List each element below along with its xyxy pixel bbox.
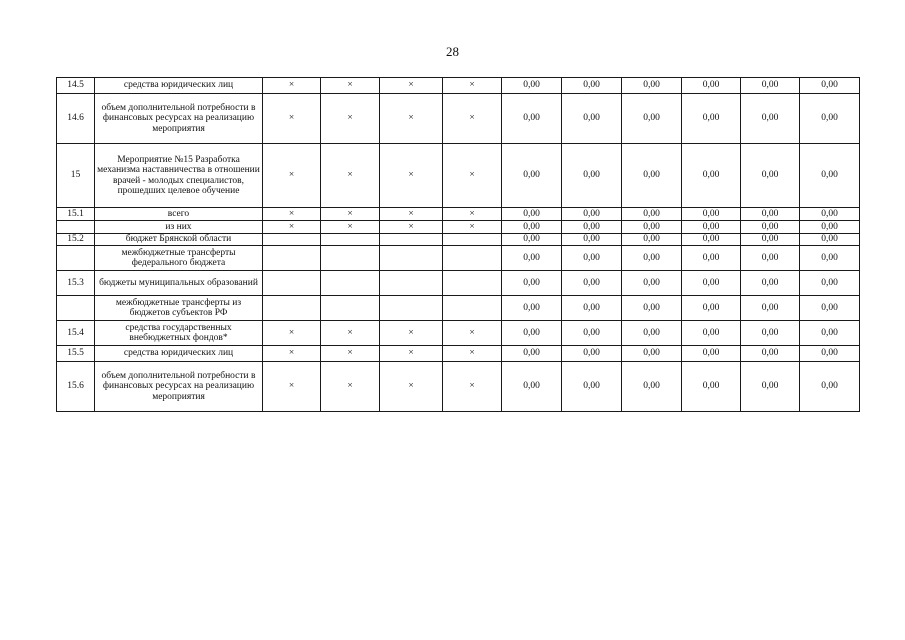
row-number-cell: 15.4 [57, 321, 95, 346]
value-cell: 0,00 [502, 94, 562, 144]
value-cell: 0,00 [562, 144, 622, 208]
value-cell: 0,00 [741, 234, 800, 246]
value-cell: 0,00 [800, 221, 860, 234]
row-number-cell: 14.5 [57, 78, 95, 94]
value-cell: 0,00 [741, 78, 800, 94]
mark-cell: × [263, 321, 321, 346]
value-cell: 0,00 [502, 271, 562, 296]
value-cell: 0,00 [682, 296, 741, 321]
table-body [57, 78, 860, 412]
value-cell: 0,00 [682, 362, 741, 412]
value-cell: 0,00 [502, 246, 562, 271]
value-cell: 0,00 [562, 296, 622, 321]
value-cell: 0,00 [741, 271, 800, 296]
mark-cell: × [263, 221, 321, 234]
row-number-cell [57, 221, 95, 234]
value-cell: 0,00 [800, 362, 860, 412]
row-number-cell [57, 296, 95, 321]
value-cell: 0,00 [622, 362, 682, 412]
value-cell: 0,00 [562, 271, 622, 296]
row-name-cell: объем дополнительной потребности в финансовых ресурсах на реализацию мероприятия [95, 94, 263, 144]
mark-cell: × [321, 362, 380, 412]
value-cell: 0,00 [622, 234, 682, 246]
mark-cell [443, 296, 502, 321]
mark-cell: × [263, 346, 321, 362]
value-cell: 0,00 [800, 78, 860, 94]
table-row [57, 221, 860, 234]
table-row [57, 296, 860, 321]
value-cell: 0,00 [502, 362, 562, 412]
mark-cell: × [263, 78, 321, 94]
value-cell: 0,00 [562, 362, 622, 412]
mark-cell [321, 296, 380, 321]
value-cell: 0,00 [800, 234, 860, 246]
value-cell: 0,00 [682, 208, 741, 221]
mark-cell: × [321, 78, 380, 94]
value-cell: 0,00 [562, 94, 622, 144]
table-row [57, 346, 860, 362]
row-number-cell: 15.5 [57, 346, 95, 362]
value-cell: 0,00 [562, 321, 622, 346]
value-cell: 0,00 [741, 221, 800, 234]
value-cell: 0,00 [502, 78, 562, 94]
row-name-cell: объем дополнительной потребности в финансовых ресурсах на реализацию мероприятия [95, 362, 263, 412]
mark-cell: × [321, 94, 380, 144]
row-number-cell: 15.2 [57, 234, 95, 246]
value-cell: 0,00 [800, 144, 860, 208]
value-cell: 0,00 [562, 346, 622, 362]
mark-cell [263, 234, 321, 246]
value-cell: 0,00 [800, 296, 860, 321]
mark-cell: × [380, 78, 443, 94]
budget-table [56, 77, 860, 412]
value-cell: 0,00 [800, 94, 860, 144]
value-cell: 0,00 [682, 321, 741, 346]
mark-cell [321, 246, 380, 271]
value-cell: 0,00 [800, 246, 860, 271]
row-number-cell: 15.1 [57, 208, 95, 221]
value-cell: 0,00 [741, 346, 800, 362]
mark-cell: × [321, 346, 380, 362]
mark-cell: × [443, 208, 502, 221]
page-number: 28 [446, 44, 459, 59]
value-cell: 0,00 [502, 346, 562, 362]
value-cell: 0,00 [502, 234, 562, 246]
value-cell: 0,00 [502, 296, 562, 321]
mark-cell: × [443, 221, 502, 234]
mark-cell: × [380, 346, 443, 362]
mark-cell [443, 234, 502, 246]
value-cell: 0,00 [741, 94, 800, 144]
value-cell: 0,00 [502, 208, 562, 221]
value-cell: 0,00 [682, 78, 741, 94]
mark-cell [443, 271, 502, 296]
mark-cell: × [380, 362, 443, 412]
mark-cell [321, 234, 380, 246]
table-row [57, 362, 860, 412]
value-cell: 0,00 [682, 144, 741, 208]
mark-cell: × [443, 346, 502, 362]
value-cell: 0,00 [800, 346, 860, 362]
value-cell: 0,00 [622, 144, 682, 208]
mark-cell: × [443, 321, 502, 346]
value-cell: 0,00 [682, 271, 741, 296]
row-name-cell: из них [95, 221, 263, 234]
value-cell: 0,00 [502, 321, 562, 346]
mark-cell: × [380, 144, 443, 208]
value-cell: 0,00 [800, 321, 860, 346]
mark-cell: × [443, 144, 502, 208]
row-number-cell [57, 246, 95, 271]
row-name-cell: межбюджетные трансферты федерального бюджета [95, 246, 263, 271]
row-name-cell: всего [95, 208, 263, 221]
row-number-cell: 15.3 [57, 271, 95, 296]
row-name-cell: Мероприятие №15 Разработка механизма наставничества в отношении врачей - молодых специалистов, прошедших целевое обучение [95, 144, 263, 208]
table-row [57, 94, 860, 144]
value-cell: 0,00 [502, 221, 562, 234]
table-row [57, 78, 860, 94]
value-cell: 0,00 [682, 246, 741, 271]
row-number-cell: 14.6 [57, 94, 95, 144]
value-cell: 0,00 [562, 78, 622, 94]
value-cell: 0,00 [622, 296, 682, 321]
mark-cell: × [321, 144, 380, 208]
mark-cell [263, 296, 321, 321]
row-name-cell: бюджеты муниципальных образований [95, 271, 263, 296]
value-cell: 0,00 [562, 246, 622, 271]
value-cell: 0,00 [741, 362, 800, 412]
mark-cell: × [263, 144, 321, 208]
mark-cell: × [321, 321, 380, 346]
value-cell: 0,00 [741, 296, 800, 321]
table-row [57, 271, 860, 296]
mark-cell [380, 246, 443, 271]
value-cell: 0,00 [741, 246, 800, 271]
mark-cell: × [380, 208, 443, 221]
value-cell: 0,00 [741, 321, 800, 346]
value-cell: 0,00 [622, 271, 682, 296]
mark-cell [380, 234, 443, 246]
mark-cell: × [263, 94, 321, 144]
value-cell: 0,00 [562, 221, 622, 234]
value-cell: 0,00 [741, 144, 800, 208]
mark-cell: × [321, 208, 380, 221]
mark-cell: × [380, 221, 443, 234]
value-cell: 0,00 [622, 208, 682, 221]
mark-cell: × [263, 362, 321, 412]
row-number-cell: 15.6 [57, 362, 95, 412]
mark-cell [263, 271, 321, 296]
row-name-cell: межбюджетные трансферты из бюджетов субъектов РФ [95, 296, 263, 321]
value-cell: 0,00 [622, 221, 682, 234]
mark-cell [321, 271, 380, 296]
mark-cell: × [321, 221, 380, 234]
value-cell: 0,00 [682, 94, 741, 144]
value-cell: 0,00 [800, 271, 860, 296]
row-name-cell: средства юридических лиц [95, 78, 263, 94]
value-cell: 0,00 [800, 208, 860, 221]
value-cell: 0,00 [622, 94, 682, 144]
row-number-cell: 15 [57, 144, 95, 208]
value-cell: 0,00 [562, 234, 622, 246]
mark-cell [263, 246, 321, 271]
table-row [57, 234, 860, 246]
table-row [57, 144, 860, 208]
value-cell: 0,00 [682, 221, 741, 234]
mark-cell: × [380, 94, 443, 144]
value-cell: 0,00 [622, 246, 682, 271]
mark-cell: × [443, 78, 502, 94]
mark-cell: × [443, 362, 502, 412]
table-row [57, 321, 860, 346]
value-cell: 0,00 [682, 234, 741, 246]
row-name-cell: средства государственных внебюджетных фондов* [95, 321, 263, 346]
mark-cell: × [263, 208, 321, 221]
row-name-cell: средства юридических лиц [95, 346, 263, 362]
mark-cell: × [443, 94, 502, 144]
row-name-cell: бюджет Брянской области [95, 234, 263, 246]
value-cell: 0,00 [562, 208, 622, 221]
value-cell: 0,00 [622, 346, 682, 362]
value-cell: 0,00 [682, 346, 741, 362]
mark-cell [380, 271, 443, 296]
table-row [57, 208, 860, 221]
mark-cell [443, 246, 502, 271]
value-cell: 0,00 [502, 144, 562, 208]
value-cell: 0,00 [622, 78, 682, 94]
value-cell: 0,00 [741, 208, 800, 221]
table-row [57, 246, 860, 271]
value-cell: 0,00 [622, 321, 682, 346]
mark-cell: × [380, 321, 443, 346]
mark-cell [380, 296, 443, 321]
